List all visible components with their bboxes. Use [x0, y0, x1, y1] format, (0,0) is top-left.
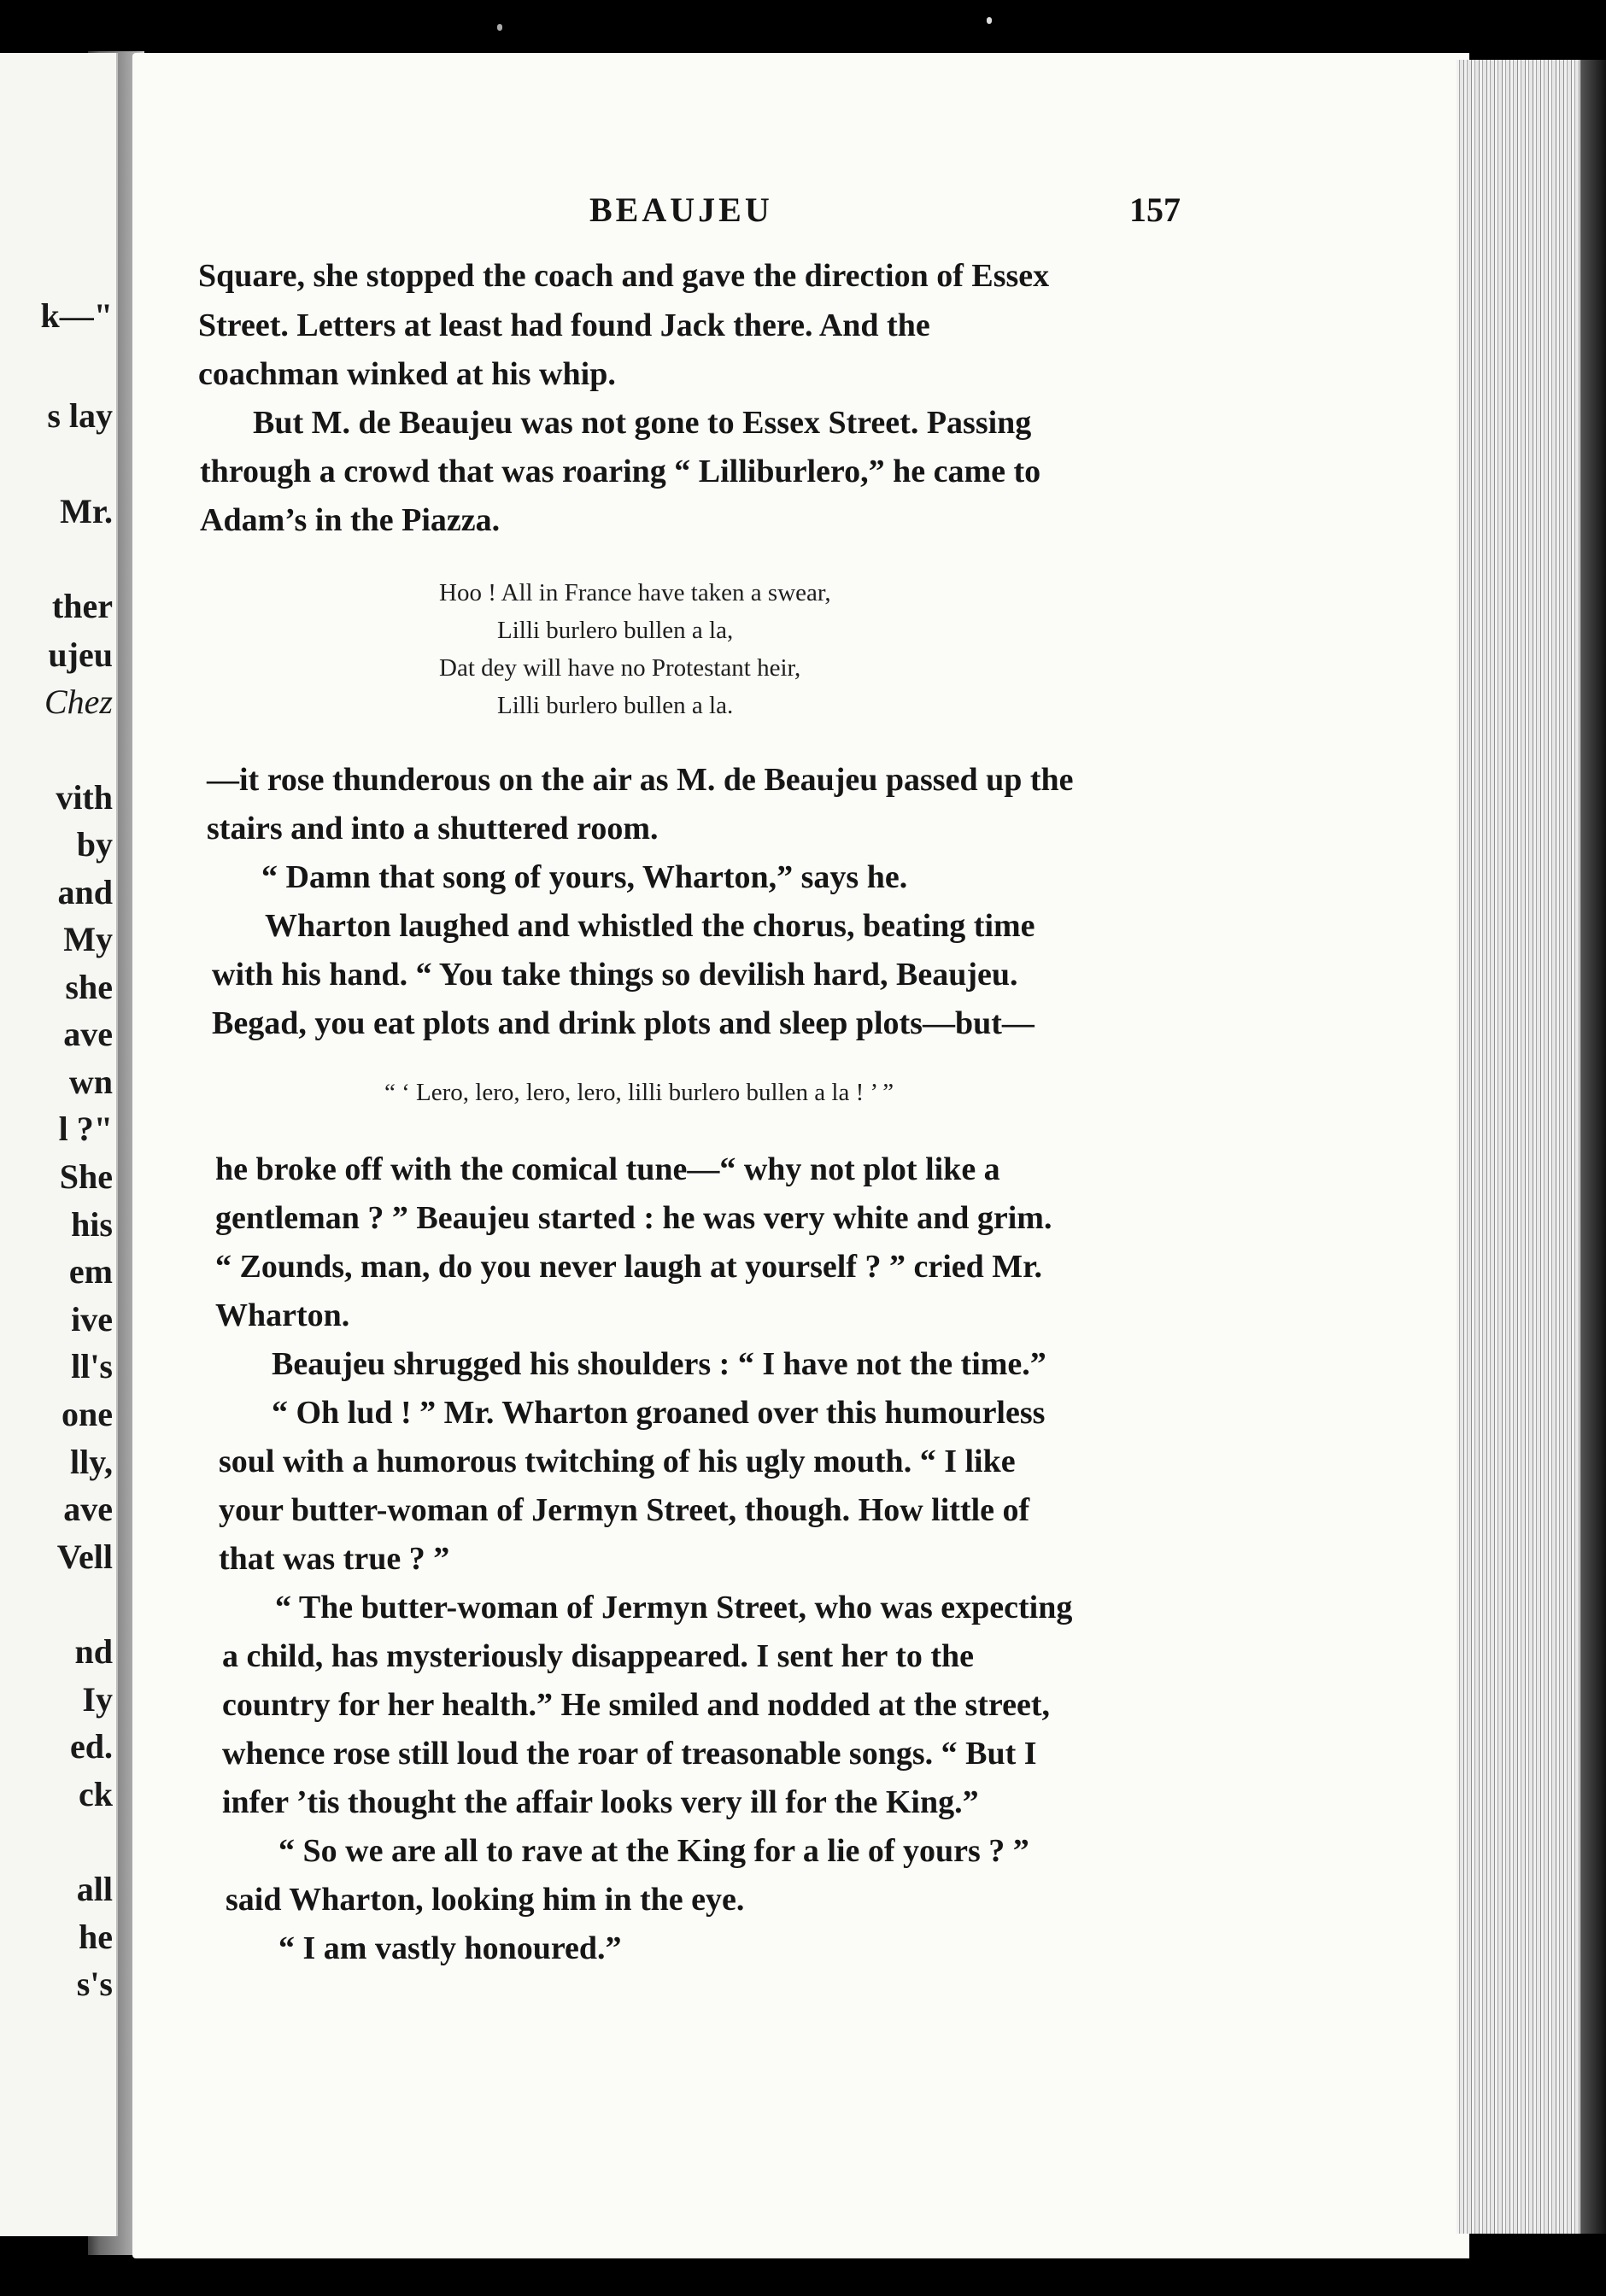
- text-line: Adam’s in the Piazza.: [200, 502, 501, 538]
- text-line: coachman winked at his whip.: [198, 356, 616, 392]
- left-page-fragment: ive: [71, 1300, 113, 1338]
- text-line: “ Damn that song of yours, Wharton,” says he.: [261, 859, 908, 895]
- left-page-fragment: l ?": [58, 1110, 113, 1148]
- text-line: But M. de Beaujeu was not gone to Essex Street. Passing: [253, 405, 1032, 441]
- left-page-fragment: wn: [68, 1063, 113, 1101]
- left-page-fragment: and: [57, 873, 113, 911]
- left-page-fragment: She: [59, 1157, 113, 1196]
- left-page-fragment: Iy: [82, 1680, 113, 1719]
- text-line: country for her health.” He smiled and nodded at the street,: [222, 1687, 1050, 1723]
- text-line: infer ’tis thought the affair looks very ill for the King.”: [222, 1784, 979, 1820]
- left-page-fragment: s lay: [47, 396, 113, 435]
- left-page-fragment: My: [63, 920, 113, 958]
- left-page-fragment: his: [71, 1205, 113, 1244]
- left-page-fragment: by: [76, 825, 113, 864]
- text-line: “ Oh lud ! ” Mr. Wharton groaned over this humourless: [272, 1395, 1046, 1431]
- left-page-fragment: ed.: [70, 1727, 113, 1766]
- left-page-fragment: ave: [63, 1490, 113, 1528]
- text-line: a child, has mysteriously disappeared. I sent her to the: [222, 1638, 975, 1674]
- facing-page-left: [0, 53, 118, 2236]
- text-line: whence rose still loud the roar of treasonable songs. “ But I: [222, 1736, 1037, 1772]
- left-page-fragment: nd: [74, 1632, 113, 1671]
- text-line: soul with a humorous twitching of his ugly mouth. “ I like: [219, 1444, 1016, 1479]
- verse-line: Hoo ! All in France have taken a swear,: [439, 579, 831, 606]
- text-line: your butter-woman of Jermyn Street, though. How little of: [219, 1492, 1030, 1528]
- left-page-fragment: he: [79, 1918, 113, 1956]
- left-page-fragment: lly,: [69, 1443, 113, 1481]
- left-page-fragment: ther: [51, 587, 113, 625]
- left-page-fragment: she: [65, 968, 113, 1006]
- left-page-fragment: Chez: [44, 682, 113, 721]
- left-page-fragment: k—": [40, 296, 113, 335]
- left-page-fragment: vith: [56, 778, 113, 817]
- verse-line: Lilli burlero bullen a la,: [497, 617, 734, 644]
- page-number: 157: [1129, 190, 1181, 229]
- page-edges-shadow: [1580, 60, 1606, 2234]
- left-page-fragment: ll's: [71, 1347, 113, 1385]
- refrain-line: “ ‘ Lero, lero, lero, lero, lilli burlero bullen a la ! ’ ”: [384, 1079, 894, 1106]
- left-page-fragment: em: [68, 1252, 113, 1291]
- left-page-fragment: s's: [76, 1965, 113, 2003]
- text-line: Begad, you eat plots and drink plots and sleep plots—but—: [212, 1005, 1035, 1041]
- text-line: stairs and into a shuttered room.: [207, 811, 659, 846]
- text-line: Street. Letters at least had found Jack there. And the: [198, 308, 930, 343]
- text-line: “ Zounds, man, do you never laugh at yourself ? ” cried Mr.: [215, 1249, 1043, 1285]
- text-line: —it rose thunderous on the air as M. de Beaujeu passed up the: [207, 762, 1074, 798]
- text-line: Wharton.: [215, 1297, 350, 1333]
- left-page-fragment: Mr.: [60, 492, 113, 530]
- text-line: “ I am vastly honoured.”: [278, 1930, 622, 1966]
- text-line: gentleman ? ” Beaujeu started : he was very white and grim.: [215, 1200, 1052, 1236]
- text-line: through a crowd that was roaring “ Lilliburlero,” he came to: [200, 454, 1041, 489]
- left-page-fragment: ujeu: [48, 636, 113, 674]
- text-line: Beaujeu shrugged his shoulders : “ I have not the time.”: [272, 1346, 1046, 1382]
- verse-line: Lilli burlero bullen a la.: [497, 692, 734, 719]
- left-page-fragment: all: [76, 1870, 113, 1908]
- text-line: said Wharton, looking him in the eye.: [226, 1882, 745, 1918]
- left-page-fragment: ave: [63, 1015, 113, 1053]
- text-line: that was true ? ”: [219, 1541, 450, 1577]
- left-page-fragment: ck: [79, 1775, 113, 1813]
- text-line: he broke off with the comical tune—“ why not plot like a: [215, 1151, 1000, 1187]
- text-line: “ The butter-woman of Jermyn Street, who was expecting: [275, 1590, 1073, 1625]
- left-page-fragment: one: [62, 1395, 113, 1433]
- left-page-fragment: Vell: [56, 1538, 113, 1576]
- text-line: “ So we are all to rave at the King for a lie of yours ? ”: [278, 1833, 1029, 1869]
- page-edges-stack: [1457, 60, 1593, 2234]
- running-head: BEAUJEU: [589, 190, 773, 229]
- text-line: with his hand. “ You take things so devilish hard, Beaujeu.: [212, 957, 1018, 993]
- scan-speck: [987, 17, 992, 24]
- verse-line: Dat dey will have no Protestant heir,: [439, 654, 801, 682]
- scan-speck: [497, 24, 502, 31]
- text-line: Wharton laughed and whistled the chorus, beating time: [265, 908, 1035, 944]
- text-line: Square, she stopped the coach and gave the direction of Essex: [198, 258, 1050, 294]
